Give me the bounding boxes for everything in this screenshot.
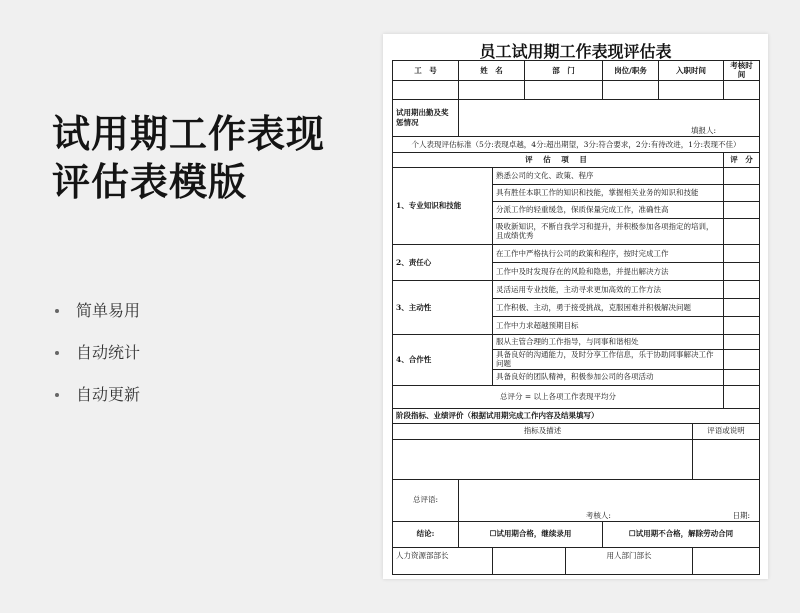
option-pass[interactable]: ☐试用期合格，继续录用 bbox=[459, 521, 603, 547]
eval-item: 熟悉公司的文化、政策、程序 bbox=[493, 167, 724, 184]
score-cell[interactable] bbox=[724, 184, 760, 201]
eval-item-header: 评 估 项 目 bbox=[393, 152, 724, 167]
position-field[interactable] bbox=[603, 80, 659, 99]
overall-comment-row bbox=[393, 479, 760, 521]
score-cell[interactable] bbox=[724, 262, 760, 280]
signature-line bbox=[462, 511, 756, 520]
department-field[interactable] bbox=[525, 80, 603, 99]
eval-item: 在工作中严格执行公司的政策和程序，按时完成工作 bbox=[493, 244, 724, 262]
scoring-standard-row bbox=[393, 136, 760, 152]
indicator-field[interactable] bbox=[393, 439, 693, 479]
header-cell: 入职时间 bbox=[659, 61, 724, 81]
eval-item: 服从主管合理的工作指导，与同事和谐相处 bbox=[493, 334, 724, 349]
eval-item: 分派工作的轻重缓急，保质保量完成工作，准确性高 bbox=[493, 201, 724, 218]
table-row bbox=[393, 334, 760, 349]
document-title: 员工试用期工作表现评估表 bbox=[479, 42, 672, 61]
hr-label: 人力资源部部长 bbox=[393, 547, 493, 574]
total-score-label: 总评分 = 以上各项工作表现平均分 bbox=[393, 385, 724, 408]
eval-item: 工作中力求超越预期目标 bbox=[493, 316, 724, 334]
reviewer-label: 考核人: bbox=[585, 511, 611, 521]
score-header: 评 分 bbox=[724, 152, 760, 167]
table-row bbox=[393, 167, 760, 184]
eval-header-row bbox=[393, 152, 760, 167]
eval-item: 工作中及时发现存在的风险和隐患，并提出解决方法 bbox=[493, 262, 724, 280]
header-cell: 姓 名 bbox=[459, 61, 525, 81]
conclusion-row bbox=[393, 521, 760, 547]
category-cooperation: 4、合作性 bbox=[393, 334, 493, 385]
score-cell[interactable] bbox=[724, 218, 760, 244]
score-cell[interactable] bbox=[724, 298, 760, 316]
feature-list bbox=[52, 290, 372, 416]
eval-item: 工作积极、主动，勇于接受挑战，克服困难并积极解决问题 bbox=[493, 298, 724, 316]
attendance-field[interactable] bbox=[459, 99, 760, 136]
date-label: 日期: bbox=[732, 511, 750, 521]
score-cell[interactable] bbox=[724, 201, 760, 218]
filler-label: 填报人: bbox=[690, 126, 716, 136]
stage-content-row bbox=[393, 439, 760, 479]
score-cell[interactable] bbox=[724, 280, 760, 298]
conclusion-label: 结论: bbox=[393, 521, 459, 547]
category-responsibility: 2、责任心 bbox=[393, 244, 493, 280]
dept-label: 用人部门部长 bbox=[566, 547, 693, 574]
option-fail[interactable]: ☐试用期不合格，解除劳动合同 bbox=[603, 521, 760, 547]
score-cell[interactable] bbox=[724, 167, 760, 184]
stage-section-label: 阶段指标、业绩评价（根据试用期完成工作内容及结果填写） bbox=[393, 408, 760, 423]
attendance-label: 试用期出勤及奖惩情况 bbox=[393, 99, 459, 136]
dept-signature-field[interactable] bbox=[693, 547, 760, 574]
stage-header-row bbox=[393, 423, 760, 439]
name-field[interactable] bbox=[459, 80, 525, 99]
comment-field[interactable] bbox=[693, 439, 760, 479]
score-cell[interactable] bbox=[724, 316, 760, 334]
eval-item: 具有胜任本职工作的知识和技能，掌握相关业务的知识和技能 bbox=[493, 184, 724, 201]
category-initiative: 3、主动性 bbox=[393, 280, 493, 334]
eval-item: 具备良好的沟通能力，及时分享工作信息，乐于协助同事解决工作问题 bbox=[493, 349, 724, 369]
score-cell[interactable] bbox=[724, 349, 760, 369]
score-cell[interactable] bbox=[724, 334, 760, 349]
left-panel bbox=[52, 110, 372, 416]
header-cell: 岗位/职务 bbox=[603, 61, 659, 81]
header-value-row bbox=[393, 80, 760, 99]
employee-id-field[interactable] bbox=[393, 80, 459, 99]
headline-line-1: 试用期工作表现 bbox=[52, 112, 326, 156]
header-row bbox=[393, 61, 760, 81]
eval-item: 具备良好的团队精神，积极参加公司的各项活动 bbox=[493, 369, 724, 385]
category-knowledge: 1、专业知识和技能 bbox=[393, 167, 493, 244]
hr-signature-field[interactable] bbox=[493, 547, 566, 574]
header-cell: 工 号 bbox=[393, 61, 459, 81]
feature-item: 简单易用 bbox=[52, 290, 372, 332]
attendance-row bbox=[393, 99, 760, 136]
hire-date-field[interactable] bbox=[659, 80, 724, 99]
headline bbox=[52, 110, 372, 206]
score-cell[interactable] bbox=[724, 369, 760, 385]
approval-row bbox=[393, 547, 760, 574]
headline-line-2: 评估表模版 bbox=[52, 160, 248, 204]
overall-comment-field[interactable] bbox=[459, 479, 760, 521]
evaluation-form-table bbox=[392, 60, 760, 575]
scoring-standard: 个人表现评估标准（5分:表现卓越，4分:超出期望，3分:符合要求，2分:有待改进，1分:表现不佳） bbox=[393, 136, 760, 152]
indicator-header: 指标及描述 bbox=[393, 423, 693, 439]
feature-item: 自动统计 bbox=[52, 332, 372, 374]
comment-header: 评语或说明 bbox=[693, 423, 760, 439]
total-score-row bbox=[393, 385, 760, 408]
eval-item: 灵活运用专业技能，主动寻求更加高效的工作方法 bbox=[493, 280, 724, 298]
table-row bbox=[393, 280, 760, 298]
form-document bbox=[383, 34, 768, 579]
header-cell: 部 门 bbox=[525, 61, 603, 81]
score-cell[interactable] bbox=[724, 244, 760, 262]
total-score-cell[interactable] bbox=[724, 385, 760, 408]
overall-label: 总评语: bbox=[393, 479, 459, 521]
stage-section-row bbox=[393, 408, 760, 423]
review-date-field[interactable] bbox=[724, 80, 760, 99]
table-row bbox=[393, 244, 760, 262]
feature-item: 自动更新 bbox=[52, 374, 372, 416]
eval-item: 吸收新知识，不断自我学习和提升，并积极参加各项指定的培训，且成绩优秀 bbox=[493, 218, 724, 244]
header-cell: 考核时间 bbox=[724, 61, 760, 81]
